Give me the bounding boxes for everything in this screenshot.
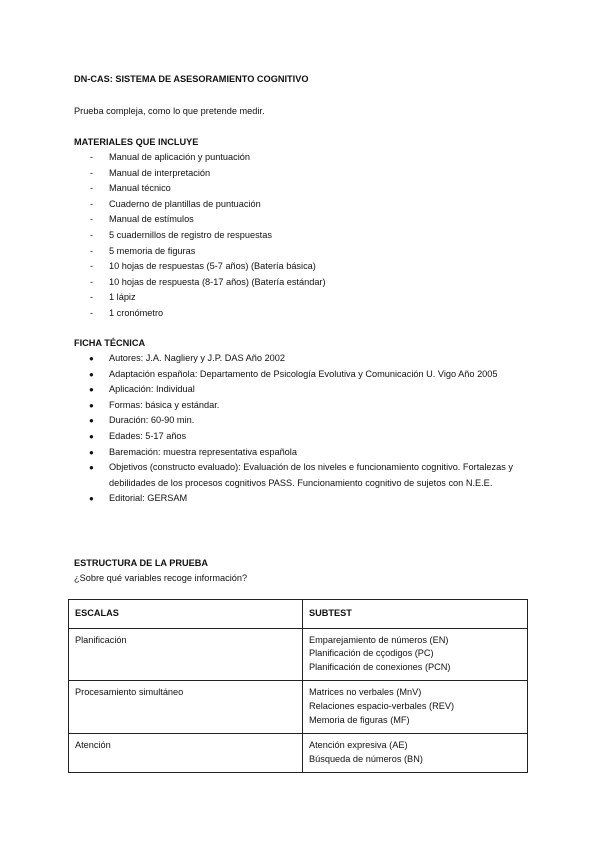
column-header-subtest: SUBTEST — [303, 600, 528, 629]
dash-bullet: - — [90, 167, 94, 178]
table-row — [69, 681, 528, 734]
dot-bullet: ● — [89, 416, 94, 426]
dot-bullet: ● — [89, 494, 94, 504]
ficha-list — [74, 351, 524, 507]
dot-bullet: ● — [89, 463, 94, 473]
dash-bullet: - — [90, 307, 94, 318]
dash-bullet: - — [90, 276, 94, 287]
list-item: - Manual de aplicación y puntuación — [74, 150, 326, 166]
list-item: ● Editorial: GERSAM — [74, 491, 524, 507]
list-item: - Cuaderno de plantillas de puntuación — [74, 197, 326, 213]
table-header-row — [69, 600, 528, 629]
materiales-list — [74, 150, 326, 322]
dash-bullet: - — [90, 261, 94, 272]
list-item: - 5 memoria de figuras — [74, 244, 326, 260]
dot-bullet: ● — [89, 431, 94, 441]
dot-bullet: ● — [89, 400, 94, 410]
list-item: - Manual de interpretación — [74, 166, 326, 182]
table-row — [69, 628, 528, 681]
dot-bullet: ● — [89, 385, 94, 395]
list-item: ● Objetivos (constructo evaluado): Evaluación de los niveles e funcionamiento cognitivo. Fortalezas y debilidades de los procesos cognitivos PASS. Funcionamiento cognitivo de sujetos con N.E.E. — [89, 462, 513, 488]
subtest-cell: Emparejamiento de números (EN) Planificación de cçodigos (PC) Planificación de conexiones (PCN) — [303, 628, 528, 681]
dash-bullet: - — [90, 152, 94, 162]
table-row — [69, 734, 528, 773]
materiales-heading: MATERIALES QUE INCLUYE — [74, 137, 199, 147]
subtest-cell: Matrices no verbales (MnV) Relaciones espacio-verbales (REV) Memoria de figuras (MF) — [303, 681, 528, 734]
column-header-escalas: ESCALAS — [69, 600, 303, 629]
dash-bullet: - — [90, 292, 94, 303]
dash-bullet: - — [90, 183, 94, 194]
list-item: - 5 cuadernillos de registro de respuestas — [74, 228, 326, 244]
list-item: ● Aplicación: Individual — [74, 382, 524, 398]
dash-bullet: - — [90, 245, 94, 256]
escala-cell: Procesamiento simultáneo — [69, 681, 303, 734]
dot-bullet: ● — [89, 447, 94, 457]
dash-bullet: - — [90, 229, 94, 240]
dash-bullet: - — [90, 198, 94, 209]
escala-cell: Planificación — [69, 628, 303, 681]
list-item: - 1 cronómetro — [74, 306, 326, 322]
escalas-table — [68, 599, 528, 773]
intro-text: Prueba compleja, como lo que pretende medir. — [74, 106, 265, 116]
dash-bullet: - — [90, 214, 94, 225]
list-item: - Manual de estímulos — [74, 212, 326, 228]
list-item: ● Adaptación española: Departamento de Psicología Evolutiva y Comunicación U. Vigo Año 2005 — [74, 367, 524, 383]
subtest-cell: Atención expresiva (AE) Búsqueda de números (BN) — [303, 734, 528, 773]
list-item: - 10 hojas de respuestas (5-7 años) (Batería básica) — [74, 259, 326, 275]
ficha-heading: FICHA TÉCNICA — [74, 338, 146, 348]
document-title: DN-CAS: SISTEMA DE ASESORAMIENTO COGNITIVO — [74, 74, 309, 84]
dot-bullet: ● — [89, 369, 94, 379]
list-item: ● Baremación: muestra representativa española — [74, 445, 524, 461]
list-item: ● Duración: 60-90 min. — [74, 413, 524, 429]
list-item: ● Formas: básica y estándar. — [74, 398, 524, 414]
dot-bullet: ● — [89, 354, 94, 363]
estructura-question: ¿Sobre qué variables recoge información? — [74, 573, 248, 583]
escala-cell: Atención — [69, 734, 303, 773]
list-item: - Manual técnico — [74, 181, 326, 197]
list-item: - 1 lápiz — [74, 290, 326, 306]
list-item: - 10 hojas de respuesta (8-17 años) (Batería estándar) — [74, 275, 326, 291]
list-item: ● Edades: 5-17 años — [74, 429, 524, 445]
list-item: ● Autores: J.A. Nagliery y J.P. DAS Año 2002 — [74, 351, 524, 367]
estructura-heading: ESTRUCTURA DE LA PRUEBA — [74, 558, 209, 568]
